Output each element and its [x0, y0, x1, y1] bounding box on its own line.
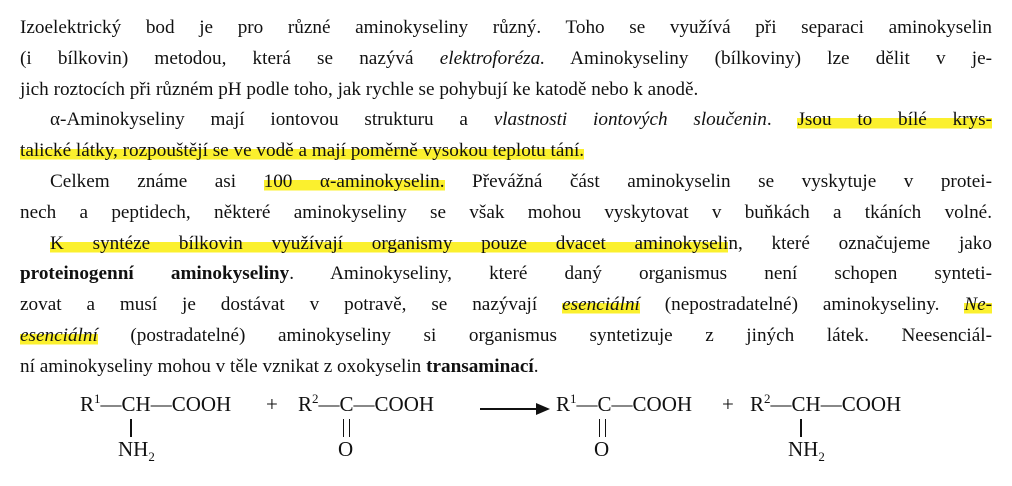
- paragraph-line: [20, 136, 992, 167]
- text-run: ní aminokyseliny mohou v těle vznikat z oxokyselin: [20, 355, 427, 377]
- transamination-reaction: [70, 392, 970, 482]
- term-iontove-slouceniny: vlastnosti iontových sloučenin: [493, 109, 767, 131]
- single-bond: [130, 419, 132, 437]
- text-run: jich roztocích při různém pH podle toho, jak rychle se pohybují ke katodě nebo k anodě.: [20, 78, 699, 100]
- text-run: Aminokyseliny (bílkoviny) lze dělit v je-: [545, 47, 992, 69]
- term-esencialni: esenciální: [562, 294, 640, 316]
- highlighted-text: talické látky, rozpouštějí se ve vodě a mají poměrně vysokou teplotu tání.: [20, 140, 585, 162]
- text-run: .: [533, 355, 539, 377]
- oxygen: O: [594, 437, 610, 461]
- superscript: 2: [764, 391, 771, 406]
- chain: —CH—COOH: [100, 392, 232, 416]
- chain: —C—COOH: [576, 392, 693, 416]
- amino-group: [118, 437, 155, 462]
- r-group: R: [750, 392, 765, 416]
- paragraph-line: [20, 229, 992, 260]
- double-bond: [343, 419, 350, 437]
- single-bond: [800, 419, 802, 437]
- text-run: zovat a musí je dostávat v potravě, se nazývají: [20, 294, 563, 316]
- text-run: . Aminokyseliny, které daný organismus není schopen synteti-: [289, 263, 992, 285]
- paragraph-line: [20, 198, 992, 229]
- r-group: R: [556, 392, 571, 416]
- term-neesencialni-end: esenciální: [20, 324, 98, 346]
- chain: —C—COOH: [318, 392, 435, 416]
- text-block: [20, 13, 992, 383]
- paragraph-line: [20, 290, 992, 321]
- paragraph-line: [20, 75, 992, 106]
- text-run: Celkem známe asi: [50, 170, 264, 192]
- subscript: 2: [148, 449, 155, 464]
- highlighted-text: Jsou to bílé krys-: [797, 109, 993, 131]
- superscript: 2: [312, 391, 319, 406]
- superscript: 1: [94, 391, 101, 406]
- highlighted-text: K syntéze bílkovin využívají organismy pouze dvacet aminokyseli: [50, 232, 729, 254]
- text-run: nech a peptidech, některé aminokyseliny se však mohou vyskytovat v buňkách a tkáních volné.: [20, 201, 992, 223]
- subscript: 2: [818, 449, 825, 464]
- nh: NH: [118, 437, 149, 461]
- paragraph-line: [20, 167, 992, 198]
- text-run: (nepostradatelné) aminokyseliny.: [639, 294, 965, 316]
- r-group: R: [298, 392, 313, 416]
- text-run: n, které označujeme jako: [728, 232, 992, 254]
- r-group: R: [80, 392, 95, 416]
- chain: —CH—COOH: [770, 392, 902, 416]
- paragraph-line: [20, 321, 992, 352]
- arrowhead: [536, 403, 550, 415]
- plus-sign: +: [722, 392, 734, 416]
- term-neesencialni-start: Ne-: [964, 294, 992, 316]
- superscript: 1: [570, 391, 577, 406]
- paragraph-line: [20, 259, 992, 290]
- text-run: α-Aminokyseliny mají iontovou strukturu a: [50, 109, 494, 131]
- text-run: (postradatelné) aminokyseliny si organismus syntetizuje z jiných látek. Neesenciál-: [97, 324, 992, 346]
- paragraph-line: [20, 13, 992, 44]
- amino-group: [788, 437, 825, 462]
- text-run: (i bílkovin) metodou, která se nazývá: [20, 47, 440, 69]
- plus-sign: +: [266, 392, 278, 416]
- nh: NH: [788, 437, 819, 461]
- double-bond: [599, 419, 606, 437]
- reactant-amino-acid: [80, 392, 231, 417]
- reactant-oxo-acid: [298, 392, 434, 417]
- term-transaminace: transaminací: [426, 355, 534, 377]
- term-proteinogenni: proteinogenní aminokyseliny: [20, 263, 290, 285]
- oxygen: O: [338, 437, 354, 461]
- product-amino-acid: [750, 392, 901, 417]
- text-run: Izoelektrický bod je pro různé aminokyseliny různý. Toho se využívá při separaci aminokyselin: [20, 17, 992, 38]
- paragraph-line: [20, 44, 992, 75]
- text-run: .: [766, 109, 798, 131]
- text-run: Převážná část aminokyselin se vyskytuje v protei-: [444, 170, 992, 192]
- paragraph-line: [20, 352, 992, 383]
- highlighted-text: 100 α-aminokyselin.: [263, 170, 445, 192]
- paragraph-line: [20, 105, 992, 136]
- reaction-arrow: [480, 408, 540, 410]
- term-elektroforeza: elektroforéza.: [439, 47, 546, 69]
- product-oxo-acid: [556, 392, 692, 417]
